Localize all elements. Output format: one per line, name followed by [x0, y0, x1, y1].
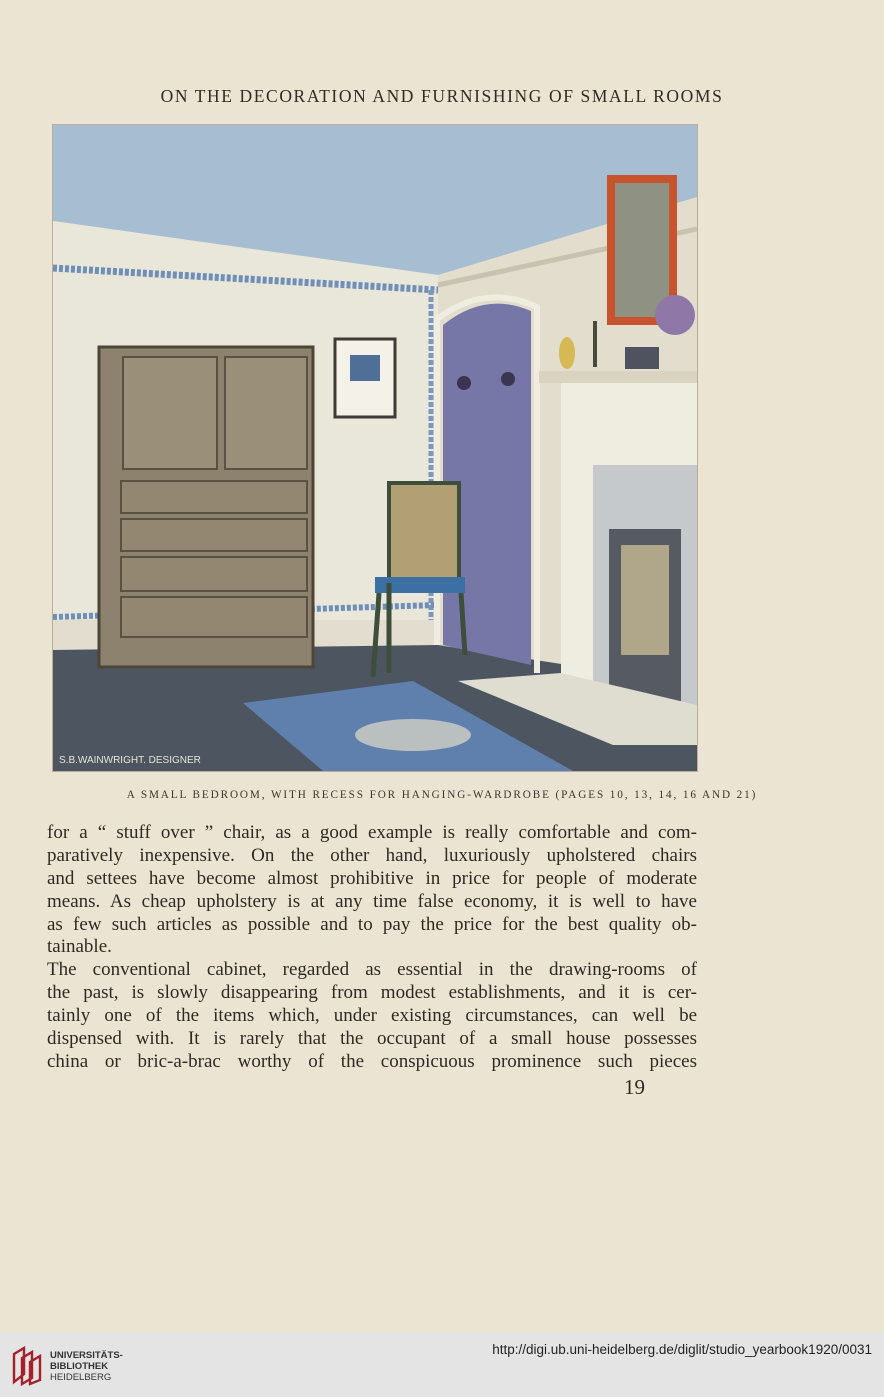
picture-image [350, 355, 380, 381]
body-line: as few such articles as possible and to pay the price for the best quality ob- [47, 914, 697, 935]
page-number: 19 [624, 1075, 645, 1099]
cabinet-door [123, 357, 217, 469]
library-name-line: HEIDELBERG [50, 1372, 112, 1383]
bedroom-illustration [53, 125, 697, 771]
curtain-ornament [457, 376, 471, 390]
library-name [50, 1350, 123, 1383]
rug-medallion [355, 719, 471, 751]
body-line: the past, is slowly disappearing from modest establishments, and it is cer- [47, 982, 697, 1003]
body-line: means. As cheap upholstery is at any time false economy, it is well to have [47, 891, 697, 912]
body-line: for a “ stuff over ” chair, as a good example is really comfortable and com- [47, 822, 697, 843]
drawer [121, 519, 307, 551]
curtain-ornament [501, 372, 515, 386]
mirror-glass [615, 183, 669, 317]
chair-back [389, 483, 459, 583]
body-line: paratively inexpensive. On the other hand, luxuriously upholstered chairs [47, 845, 697, 866]
library-logo-icon [10, 1344, 44, 1391]
fire-opening [621, 545, 669, 655]
plate-caption: A SMALL BEDROOM, WITH RECESS FOR HANGING-WARDROBE (PAGES 10, 13, 14, 16 AND 21) [126, 789, 758, 801]
vase [559, 337, 575, 369]
drawer [121, 557, 307, 591]
viewer-footer [0, 1332, 884, 1397]
bedroom-illustration-plate [52, 124, 698, 772]
body-line: dispensed with. It is rarely that the occupant of a small house possesses [47, 1028, 697, 1049]
flower-bowl [655, 295, 695, 335]
cabinet-door [225, 357, 307, 469]
mantel-shelf [539, 371, 697, 383]
body-line: tainly one of the items which, under existing circumstances, can well be [47, 1005, 697, 1026]
library-name-line: BIBLIOTHEK [50, 1361, 109, 1372]
candlestick [593, 321, 597, 367]
body-line: and settees have become almost prohibitive in price for people of moderate [47, 868, 697, 889]
document-url-link[interactable]: http://digi.ub.uni-heidelberg.de/diglit/studio_yearbook1920/0031 [492, 1342, 872, 1357]
drawer [121, 597, 307, 637]
drawer [121, 481, 307, 513]
body-line: The conventional cabinet, regarded as essential in the drawing-rooms of [47, 959, 697, 980]
body-line: china or bric-a-brac worthy of the conspicuous prominence such pieces [47, 1051, 697, 1072]
running-head: ON THE DECORATION AND FURNISHING OF SMALL ROOMS [160, 86, 724, 106]
library-name-line: UNIVERSITÄTS- [50, 1350, 123, 1361]
plate-signature: S.B.WAINWRIGHT. DESIGNER [59, 755, 201, 766]
box-on-mantel [625, 347, 659, 369]
body-line: tainable. [47, 936, 112, 957]
